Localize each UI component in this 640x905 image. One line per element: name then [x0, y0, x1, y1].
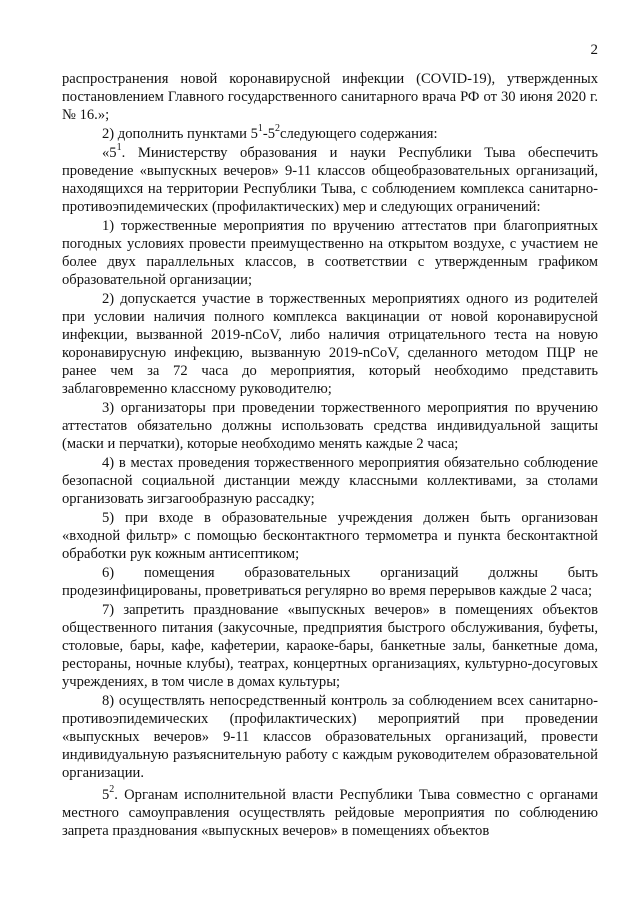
paragraph-continuation: распространения новой коронавирусной инфекции (COVID-19), утвержденных постановлением Главного государственного санитарного врача РФ от 30 июня 2020 г. № 16.»; [62, 71, 598, 123]
list-item-5: 5) при входе в образовательные учреждения должен быть организован «входной фильтр» с помощью бесконтактного термометра и пункта бесконтактной обработки рук кожным антисептиком; [62, 510, 598, 562]
list-item-3: 3) организаторы при проведении торжественного мероприятия по вручению аттестатов обязательно должны использовать средства индивидуальной защиты (маски и перчатки), которые необходимо менять каждые 2 часа; [62, 400, 598, 452]
document-body [62, 70, 598, 841]
list-item-4: 4) в местах проведения торжественного мероприятия обязательно соблюдение безопасной социальной дистанции между классными коллективами, за столами организовать зигзагообразную рассадку; [62, 455, 598, 507]
page-number: 2 [590, 42, 598, 58]
list-item-6: 6) помещения образовательных организаций должны быть продезинфицированы, проветриваться регулярно во время перерывов каждые 2 часа; [62, 565, 598, 599]
list-item-8: 8) осуществлять непосредственный контроль за соблюдением всех санитарно-противоэпидемических (профилактических) мероприятий при проведении «выпускных вечеров» 9-11 классов образовательных организаций, провести индивидуальную разъяснительную работу с каждым руководителем образовательной организации. [62, 693, 598, 781]
list-item-7: 7) запретить празднование «выпускных вечеров» в помещениях объектов общественного питания (закусочные, предприятия быстрого обслуживания, буфеты, столовые, бары, кафе, кафетерии, караоке-бары, банкетные залы, банкетные дома, рестораны, ночные клубы), театрах, концертных организациях, культурно-досуговых учреждениях, в том числе в домах культуры; [62, 602, 598, 690]
list-item-2: 2) допускается участие в торжественных мероприятиях одного из родителей при условии наличия полного комплекса вакцинации от новой коронавирусной инфекции, вызванной 2019-nCoV, либо наличия отрицательного теста на новую коронавирусную инфекцию, вызванную 2019-nCoV, сделанного методом ПЦР не ранее чем за 72 часа до мероприятия, который необходимо представить заблаговременно классному руководителю; [62, 291, 598, 397]
paragraph-clause-5-1: «$5^1$. Министерству образования и науки Республики Тыва обеспечить проведение «выпускных вечеров» 9-11 классов общеобразовательных организаций, находящихся на территории Республики Тыва, с соблюдением комплекса санитарно-противоэпидемических (профилактических) мер и следующих ограничений: [62, 142, 598, 215]
paragraph-clause-5-2: $5^2$. Органам исполнительной власти Республики Тыва совместно с органами местного самоуправления осуществлять рейдовые мероприятия по соблюдению запрета празднования «выпускных вечеров» в помещениях объектов [62, 784, 598, 839]
paragraph-amendment-intro: 2) дополнить пунктами $5^1-5^2следующего$ содержания: [102, 123, 438, 142]
list-item-1: 1) торжественные мероприятия по вручению аттестатов при благоприятных погодных условиях провести преимущественно на открытом воздухе, с участием не более двух параллельных классов, в соответствии с утвержденным графиком образовательной организации; [62, 218, 598, 288]
